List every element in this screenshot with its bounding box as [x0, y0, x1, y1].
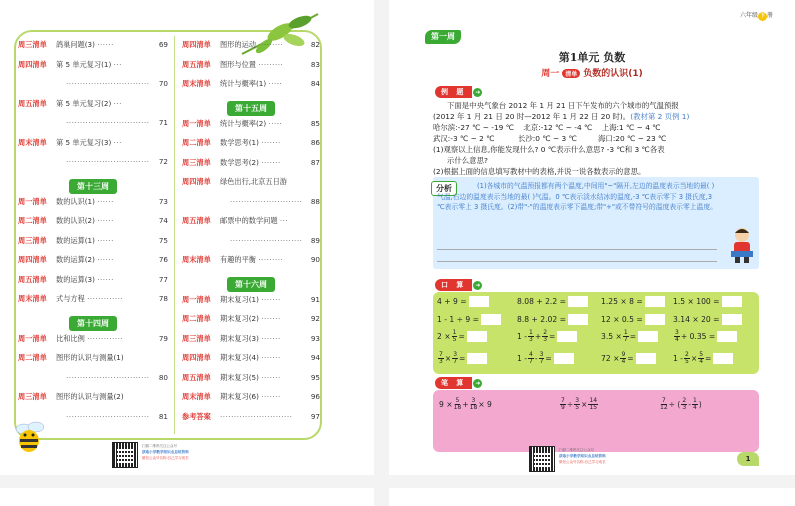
toc-title-text: 期末复习(2)	[220, 314, 259, 323]
toc-title-text: 第 5 单元复习(2)	[56, 98, 112, 108]
toc-week-label: 周一清单	[18, 196, 47, 206]
toc-left-column	[18, 40, 168, 431]
toc-title-text: 期末复习(5)	[220, 372, 259, 382]
toc-title-text: 有趣的平衡	[220, 255, 256, 264]
answer-box[interactable]	[557, 331, 577, 342]
toc-row[interactable]	[18, 99, 168, 119]
toc-title	[220, 295, 306, 305]
oral-calc-tag	[435, 279, 482, 291]
toc-leader-dots: ···	[279, 216, 289, 225]
answer-box[interactable]	[722, 296, 742, 307]
toc-page-number: 96	[310, 392, 320, 401]
example-body	[433, 100, 763, 177]
toc-week-label: 周二清单	[18, 216, 47, 225]
toc-title	[230, 236, 306, 245]
toc-leader-dots: ······························	[66, 372, 150, 382]
toc-week-label: 周末清单	[182, 79, 211, 88]
toc-week-label: 周三清单	[18, 235, 47, 245]
toc-title	[220, 40, 306, 50]
toc-title	[56, 99, 154, 109]
written-problem: $\frac{7}{9}$ ÷ $\frac{3}{5}$ × $\frac{14}{15}$	[561, 397, 598, 411]
toc-page-number: 89	[310, 235, 320, 245]
toc-page-number: 82	[310, 40, 320, 49]
toc-title	[56, 255, 154, 265]
written-calc-label: 笔 算	[435, 377, 472, 389]
toc-page-number: 78	[158, 294, 168, 303]
lesson-title	[389, 66, 795, 79]
footer-line: 扫描二维码关注公众号	[559, 448, 594, 452]
toc-title	[220, 255, 306, 265]
toc-leader-dots: ······························	[66, 157, 150, 166]
toc-week-label: 周一清单	[18, 333, 47, 343]
oral-problem: 3.5 × $\frac{1}{7}$ =	[601, 330, 658, 343]
answer-line	[437, 261, 717, 262]
toc-row[interactable]	[182, 216, 320, 236]
toc-page-number: 97	[310, 411, 320, 421]
toc-title	[56, 60, 154, 70]
toc-leader-dots: ·······	[261, 353, 281, 362]
toc-leader-dots: ·······	[261, 314, 281, 323]
section-heading	[182, 275, 320, 295]
toc-title-text: 数学思考(1)	[220, 138, 259, 147]
section-heading	[182, 99, 320, 119]
toc-title-text: 数的运算(3)	[56, 274, 95, 284]
toc-row[interactable]	[182, 255, 320, 275]
toc-week-label: 周三清单	[182, 157, 211, 167]
example-line: 哈尔滨:-27 ℃ ~ -19 ℃ 北京:-12 ℃ ~ -4 ℃ 上海:1 ℃ ~ 4 ℃	[433, 123, 661, 132]
analysis-tag: 分析	[431, 181, 457, 196]
toc-title	[220, 177, 306, 187]
example-line: (1)观察以上信息,你能发现什么? 0 ℃表示什么意思? -3 ℃和 3 ℃各表	[433, 145, 665, 154]
toc-row[interactable]	[18, 334, 168, 354]
toc-week-label: 周末清单	[182, 392, 211, 401]
toc-title	[220, 353, 306, 363]
toc-row[interactable]	[18, 236, 168, 256]
toc-title-text: 数学思考(2)	[220, 157, 259, 167]
example-line-text: (2012 年 1 月 21 日 20 时—2012 年 1 月 22 日 20 时)。	[433, 112, 631, 121]
toc-leader-dots: ·············	[87, 294, 124, 303]
arrow-icon: ➜	[475, 281, 481, 289]
toc-leader-dots: ······	[97, 255, 114, 264]
toc-week-label: 周五清单	[182, 372, 211, 382]
toc-title	[220, 373, 306, 383]
oral-problem: 1 - $\frac{4}{7}$ - $\frac{3}{7}$ =	[517, 352, 574, 365]
toc-row[interactable]	[182, 314, 320, 334]
toc-title	[56, 236, 154, 246]
toc-leader-dots: ·······	[261, 138, 281, 147]
toc-page-number: 91	[310, 294, 320, 304]
toc-title-text: 期末复习(4)	[220, 353, 259, 362]
toc-week-label: 周五清单	[182, 59, 211, 69]
section-heading	[18, 314, 168, 334]
toc-page-number: 73	[158, 196, 168, 206]
footer-line: 微信公众号名称:自己学习成长	[142, 456, 189, 460]
next-page-right-preview	[389, 488, 795, 506]
written-problem: 9 × $\frac{5}{18}$ + $\frac{3}{18}$ × 9	[439, 397, 492, 411]
answer-box[interactable]	[554, 353, 574, 364]
toc-title	[66, 79, 154, 88]
answer-box[interactable]	[481, 314, 501, 325]
toc-title-text: 数的运算(2)	[56, 255, 95, 264]
toc-title-text: 期末复习(3)	[220, 333, 259, 343]
oral-problem	[673, 296, 742, 307]
answer-box[interactable]	[636, 353, 656, 364]
written-calc-tag	[435, 377, 482, 389]
toc-row-continuation[interactable]	[18, 118, 168, 138]
toc-leader-dots: ·······	[261, 372, 281, 382]
section-heading	[18, 177, 168, 197]
footer-text	[142, 443, 189, 461]
toc-week-label: 周一清单	[182, 294, 211, 304]
problem-text: 1 - 1 ÷ 9 =	[437, 315, 480, 324]
toc-week-label: 周四清单	[182, 40, 211, 49]
toc-row[interactable]	[182, 353, 320, 373]
toc-week-label: 周二清单	[182, 314, 211, 323]
answer-box[interactable]	[717, 331, 737, 342]
problem-text: 12 × 0.5 =	[601, 315, 643, 324]
toc-title	[56, 40, 154, 50]
toc-leader-dots: ·······	[261, 294, 281, 304]
lesson-badge: 清单	[562, 69, 580, 78]
toc-week-label: 参考答案	[182, 411, 211, 421]
example-tag-label: 例 题	[435, 86, 472, 98]
toc-week-label: 周四清单	[18, 255, 47, 264]
oral-problem: 1 - $\frac{1}{3}$ + $\frac{2}{3}$ =	[517, 330, 577, 343]
toc-title-text: 数的运算(1)	[56, 235, 95, 245]
toc-title	[220, 216, 306, 226]
grade-label	[740, 10, 773, 21]
toc-week-label: 周末清单	[18, 137, 47, 147]
oral-problem: 2 × $\frac{1}{5}$ =	[437, 330, 487, 343]
oral-problem	[601, 296, 665, 307]
toc-leader-dots: ···	[113, 59, 122, 69]
toc-leader-dots: ·······	[261, 392, 281, 401]
problem-text: 3.14 × 20 =	[673, 315, 720, 324]
example-tag	[435, 86, 482, 98]
toc-week-label: 周四清单	[18, 59, 47, 69]
toc-page-number: 76	[158, 255, 168, 264]
toc-page-number: 84	[310, 79, 320, 88]
toc-leader-dots: ·········	[258, 255, 284, 264]
toc-row[interactable]	[182, 40, 320, 60]
toc-leader-dots: ·······	[261, 157, 281, 167]
toc-leader-dots: ·····	[268, 118, 283, 128]
grade-suffix: 册	[766, 12, 773, 19]
footer-line: 扫描二维码关注公众号	[142, 444, 177, 448]
toc-title-text: 期末复习(6)	[220, 392, 259, 401]
toc-row-continuation[interactable]	[18, 157, 168, 177]
analysis-box	[433, 177, 759, 269]
problem-text: 1.5 × 100 =	[673, 297, 720, 306]
toc-week-label: 周三清单	[18, 392, 47, 401]
qr-code	[529, 446, 555, 472]
answer-box[interactable]	[645, 296, 665, 307]
toc-row[interactable]	[182, 158, 320, 178]
toc-row-continuation[interactable]	[182, 197, 320, 217]
toc-leader-dots: ·········	[258, 59, 284, 69]
oral-problem	[437, 296, 489, 307]
toc-leader-dots: ··························	[230, 235, 303, 245]
written-calc-box	[433, 390, 759, 452]
toc-week-label: 周四清单	[182, 177, 211, 186]
qr-code	[112, 442, 138, 468]
oral-problem	[673, 314, 742, 325]
answer-box[interactable]	[568, 314, 588, 325]
toc-leader-dots: ······························	[66, 411, 150, 421]
toc-page-number: 69	[158, 40, 168, 49]
toc-title	[230, 197, 306, 206]
problem-text: 4 + 9 =	[437, 297, 467, 306]
grade-badge: 下	[759, 13, 765, 19]
toc-page-number: 80	[158, 372, 168, 382]
toc-week-label: 周二清单	[182, 138, 211, 147]
column-divider	[174, 36, 175, 434]
week-badge: 第一周	[425, 30, 461, 44]
toc-page-number: 90	[310, 255, 320, 264]
section-heading-label: 第十四周	[69, 316, 117, 331]
arrow-icon: ➜	[475, 88, 481, 96]
toc-title-text: 绿色出行,北京五日游	[220, 177, 287, 186]
problem-text: 8.8 + 2.02 =	[517, 315, 566, 324]
toc-title-text: 数的认识(2)	[56, 216, 95, 225]
toc-week-label: 周一清单	[182, 118, 211, 128]
toc-page-number: 74	[158, 216, 168, 225]
toc-page-number: 70	[158, 79, 168, 88]
toc-title-text: 邮票中的数学问题	[220, 216, 278, 225]
toc-leader-dots: ···	[113, 137, 122, 147]
lesson-page	[389, 0, 795, 475]
oral-calc-box	[433, 292, 759, 374]
answer-box[interactable]	[645, 314, 665, 325]
toc-row[interactable]	[182, 138, 320, 158]
toc-title-text: 比和比例	[56, 333, 85, 343]
toc-week-label: 周四清单	[182, 353, 211, 362]
toc-title-text: 式与方程	[56, 294, 85, 303]
toc-title-text: 图形的认识与测量(2)	[56, 392, 124, 401]
grade-text: 六年级	[739, 12, 758, 19]
toc-page	[0, 0, 374, 475]
toc-title-text: 数的认识(1)	[56, 196, 95, 206]
toc-title	[220, 334, 306, 344]
toc-leader-dots: ······	[97, 274, 114, 284]
toc-row[interactable]	[18, 40, 168, 60]
toc-row[interactable]	[182, 177, 320, 197]
toc-leader-dots: ·····	[268, 79, 283, 88]
toc-title	[56, 334, 154, 344]
toc-title	[220, 79, 306, 89]
toc-week-label: 周三清单	[182, 333, 211, 343]
answer-box[interactable]	[713, 353, 733, 364]
toc-page-number: 75	[158, 235, 168, 245]
oral-problem	[517, 296, 588, 307]
textbook-reference: (教材第 2 页例 1)	[630, 112, 690, 121]
toc-leader-dots: ······	[97, 216, 114, 225]
toc-row[interactable]	[182, 412, 320, 432]
toc-row[interactable]	[18, 138, 168, 158]
toc-leader-dots: ·············	[87, 333, 124, 343]
toc-title-text: 图形与位置	[220, 59, 256, 69]
toc-page-number: 85	[310, 118, 320, 128]
toc-page-number: 83	[310, 59, 320, 69]
toc-row[interactable]	[18, 255, 168, 275]
example-line: 示什么意思?	[447, 156, 488, 165]
toc-page-number: 77	[158, 274, 168, 284]
toc-row-continuation[interactable]	[182, 236, 320, 256]
toc-title	[220, 392, 306, 402]
section-heading-label: 第十五周	[227, 101, 275, 116]
oral-problem: $\frac{3}{4}$ + 0.35 =	[673, 330, 737, 343]
oral-problem	[601, 314, 665, 325]
toc-title	[56, 353, 154, 363]
section-heading-label: 第十六周	[227, 277, 275, 292]
answer-line	[437, 249, 717, 250]
toc-page-number: 88	[310, 196, 320, 206]
toc-row[interactable]	[182, 373, 320, 393]
toc-leader-dots: ··························	[230, 196, 303, 206]
problem-text: 1.25 × 8 =	[601, 297, 643, 306]
oral-problem: $\frac{7}{3}$ × $\frac{3}{7}$ =	[437, 352, 487, 365]
toc-title-text: 图形的认识与测量(1)	[56, 353, 124, 362]
toc-page-number: 71	[158, 118, 168, 127]
lesson-name: 负数的认识(1)	[583, 69, 643, 79]
toc-page-number: 92	[310, 314, 320, 323]
toc-row[interactable]	[182, 295, 320, 315]
section-heading-label: 第十三周	[69, 179, 117, 194]
answer-box[interactable]	[722, 314, 742, 325]
toc-leader-dots: ·······	[261, 333, 281, 343]
toc-leader-dots: ···	[113, 98, 122, 108]
example-line: 武汉:-3 ℃ ~ 2 ℃ 长沙:0 ℃ ~ 3 ℃ 海口:20 ℃ ~ 23 ℃	[433, 134, 667, 143]
toc-week-label: 周三清单	[18, 40, 47, 49]
toc-title	[220, 60, 306, 70]
toc-title-text: 鸽巢问题(3)	[56, 40, 95, 49]
toc-title	[66, 373, 154, 382]
footer-text	[559, 447, 606, 465]
toc-week-label: 周二清单	[18, 353, 47, 362]
toc-row[interactable]	[18, 294, 168, 314]
problem-text: 8.08 + 2.2 =	[517, 297, 566, 306]
toc-title	[220, 314, 306, 324]
lesson-day: 周一	[541, 69, 560, 79]
bee-mascot-icon	[12, 415, 46, 455]
toc-title	[220, 158, 306, 168]
toc-title-text: 图形的运动	[220, 40, 256, 49]
footer-line: 获取小学数学知识点总结资料	[559, 454, 606, 458]
analysis-text: (1)各城市的气温预报都有两个温度,中间用"~"隔开,左边的温度表示当地的最( )气温,右边的温度表示当地的最( )气温。0 ℃表示淡水结冰的温度,-3 ℃表示零下 3 摄氏度,3 ℃表示零上 3 摄氏度。(2)带"-"的温度表示零下温度;带"+"或不带符号的温度表示零上温度。	[437, 182, 717, 211]
toc-title	[66, 118, 154, 127]
written-problem: $\frac{7}{12}$ ÷ ( $\frac{2}{3}$ - $\frac{1}{4}$ )	[660, 397, 702, 411]
toc-title	[220, 412, 306, 421]
toc-week-label: 周五清单	[182, 216, 211, 225]
page-number: 1	[737, 452, 759, 466]
toc-title	[56, 197, 154, 207]
toc-leader-dots: ······························	[66, 79, 150, 88]
toc-page-number: 86	[310, 138, 320, 147]
toc-row[interactable]	[18, 392, 168, 412]
toc-title	[66, 157, 154, 166]
toc-row[interactable]	[182, 60, 320, 80]
toc-week-label: 周末清单	[18, 294, 47, 303]
toc-page-number: 94	[310, 353, 320, 362]
toc-title-text: 第 5 单元复习(3)	[56, 137, 112, 147]
toc-row-continuation[interactable]	[18, 79, 168, 99]
footer-line: 微信公众号名称:自己学习成长	[559, 460, 606, 464]
answer-box[interactable]	[568, 296, 588, 307]
answer-box[interactable]	[469, 296, 489, 307]
toc-title	[56, 294, 154, 304]
example-line: (2)根据上面的信息填写教材中的表格,并说一说各数表示的意思。	[433, 167, 646, 176]
toc-title	[56, 392, 154, 402]
answer-box[interactable]	[467, 353, 487, 364]
toc-week-label: 周五清单	[18, 98, 47, 108]
unit-title: 第1单元 负数	[558, 51, 626, 64]
toc-right-column	[182, 40, 320, 431]
oral-problem: 1 - $\frac{2}{5}$ × $\frac{5}{4}$ =	[673, 352, 733, 365]
toc-page-number: 81	[158, 411, 168, 421]
toc-row[interactable]	[18, 216, 168, 236]
toc-title-text: 统计与概率(1)	[220, 79, 267, 88]
example-line: 下面是中央气象台 2012 年 1 月 21 日下午发布的六个城市的气温预报	[447, 101, 679, 110]
toc-row[interactable]	[18, 353, 168, 373]
next-page-left-preview	[0, 488, 374, 506]
toc-leader-dots: ······	[97, 196, 114, 206]
toc-title	[220, 138, 306, 148]
toc-title	[66, 412, 154, 421]
toc-page-number: 93	[310, 333, 320, 343]
toc-row[interactable]	[182, 79, 320, 99]
toc-page-number: 72	[158, 157, 168, 166]
toc-row[interactable]	[182, 119, 320, 139]
toc-title-text: 第 5 单元复习(1)	[56, 59, 112, 69]
toc-title-text: 统计与概率(2)	[220, 118, 267, 128]
answer-box[interactable]	[638, 331, 658, 342]
toc-title	[220, 119, 306, 129]
toc-page-number: 87	[310, 157, 320, 167]
answer-box[interactable]	[467, 331, 487, 342]
toc-title	[56, 216, 154, 226]
toc-page-number: 79	[158, 333, 168, 343]
toc-leader-dots: ······	[97, 235, 114, 245]
toc-leader-dots: ··························	[220, 411, 293, 421]
toc-week-label: 周末清单	[182, 255, 211, 264]
oral-calc-label: 口 算	[435, 279, 472, 291]
footer-line: 获取小学数学知识点总结资料	[142, 450, 189, 454]
toc-row[interactable]	[18, 197, 168, 217]
toc-leader-dots: ······	[97, 40, 114, 49]
toc-title	[56, 138, 154, 148]
toc-row-continuation[interactable]	[18, 373, 168, 393]
toc-week-label: 周五清单	[18, 274, 47, 284]
arrow-icon: ➜	[475, 379, 481, 387]
toc-row[interactable]	[18, 60, 168, 80]
toc-row[interactable]	[182, 334, 320, 354]
toc-title-text: 期末复习(1)	[220, 294, 259, 304]
oral-problem: 72 × $\frac{9}{4}$ =	[601, 352, 656, 365]
example-line	[433, 111, 763, 122]
toc-row[interactable]	[18, 275, 168, 295]
toc-title	[56, 275, 154, 285]
toc-leader-dots: ·········	[258, 40, 284, 49]
toc-leader-dots: ······························	[66, 118, 150, 127]
oral-problem	[437, 314, 501, 325]
toc-page-number: 95	[310, 372, 320, 382]
oral-problem	[517, 314, 588, 325]
student-illustration-icon	[729, 225, 755, 263]
toc-row[interactable]	[182, 392, 320, 412]
